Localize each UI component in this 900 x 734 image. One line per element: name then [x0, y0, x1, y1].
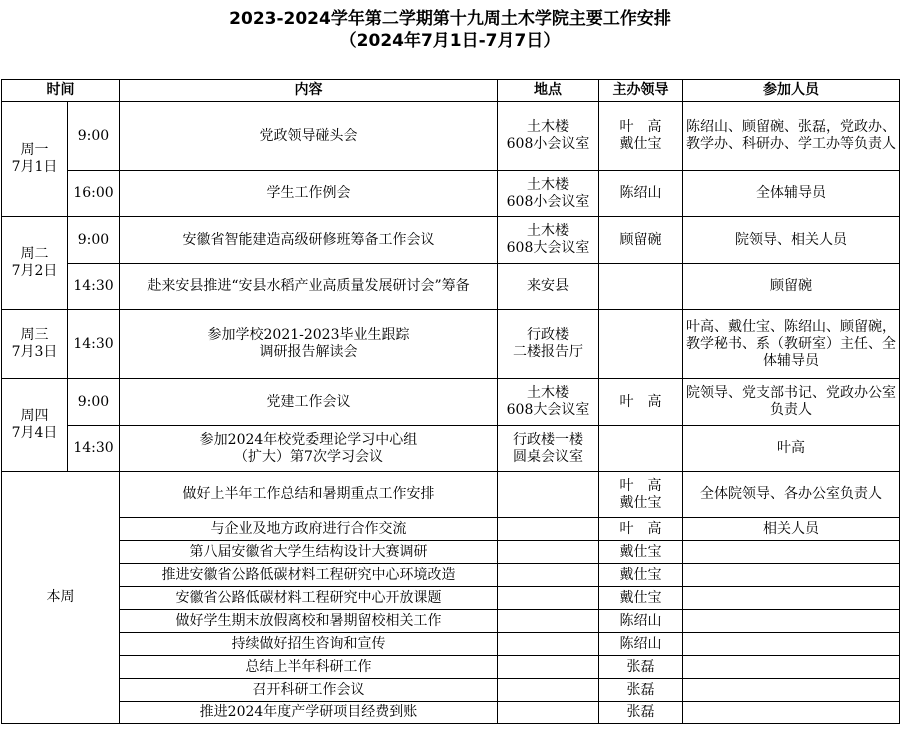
- table-row: [2, 217, 900, 264]
- place-cell: [498, 679, 599, 702]
- lead-cell: [599, 310, 683, 379]
- lead-cell: 张磊: [599, 702, 683, 724]
- table-row: [2, 472, 900, 518]
- lead-cell: 叶 高 戴仕宝: [599, 472, 683, 518]
- content-cell: 党政领导碰头会: [120, 102, 498, 171]
- header-lead: 主办领导: [599, 80, 683, 102]
- table-row: [2, 702, 900, 724]
- place-cell: [498, 541, 599, 564]
- people-cell: [683, 564, 900, 587]
- table-row: [2, 564, 900, 587]
- place-cell: 来安县: [498, 264, 599, 310]
- time-cell: 9:00: [68, 379, 120, 426]
- table-row: [2, 264, 900, 310]
- place-cell: [498, 587, 599, 610]
- people-cell: [683, 610, 900, 633]
- table-row: [2, 310, 900, 379]
- people-cell: 全体辅导员: [683, 171, 900, 217]
- lead-cell: [599, 426, 683, 472]
- schedule-table: [1, 79, 900, 724]
- header-content: 内容: [120, 80, 498, 102]
- header-row: [2, 80, 900, 102]
- content-cell: 参加2024年校党委理论学习中心组 （扩大）第7次学习会议: [120, 426, 498, 472]
- people-cell: [683, 587, 900, 610]
- lead-cell: 叶 高 戴仕宝: [599, 102, 683, 171]
- content-cell: 持续做好招生咨询和宣传: [120, 633, 498, 656]
- lead-cell: 叶 高: [599, 518, 683, 541]
- content-cell: 党建工作会议: [120, 379, 498, 426]
- people-cell: [683, 679, 900, 702]
- people-cell: 顾留碗: [683, 264, 900, 310]
- table-row: [2, 587, 900, 610]
- people-cell: [683, 541, 900, 564]
- people-cell: [683, 656, 900, 679]
- lead-cell: [599, 264, 683, 310]
- page-title: 2023-2024学年第二学期第十九周土木学院主要工作安排: [229, 9, 671, 29]
- content-cell: 安徽省智能建造高级研修班筹备工作会议: [120, 217, 498, 264]
- lead-cell: 张磊: [599, 656, 683, 679]
- lead-cell: 戴仕宝: [599, 541, 683, 564]
- time-cell: 14:30: [68, 264, 120, 310]
- table-row: [2, 426, 900, 472]
- lead-cell: 张磊: [599, 679, 683, 702]
- table-row: [2, 102, 900, 171]
- time-cell: 9:00: [68, 217, 120, 264]
- content-cell: 推进2024年度产学研项目经费到账: [120, 702, 498, 724]
- people-cell: [683, 633, 900, 656]
- table-row: [2, 379, 900, 426]
- table-row: [2, 610, 900, 633]
- place-cell: 土木楼 608小会议室: [498, 102, 599, 171]
- people-cell: 院领导、党支部书记、党政办公室负责人: [683, 379, 900, 426]
- lead-cell: 戴仕宝: [599, 587, 683, 610]
- content-cell: 做好上半年工作总结和暑期重点工作安排: [120, 472, 498, 518]
- place-cell: 土木楼 608大会议室: [498, 217, 599, 264]
- lead-cell: 戴仕宝: [599, 564, 683, 587]
- table-row: [2, 656, 900, 679]
- content-cell: 与企业及地方政府进行合作交流: [120, 518, 498, 541]
- table-row: [2, 171, 900, 217]
- content-cell: 赴来安县推进“安县水稻产业高质量发展研讨会”筹备: [120, 264, 498, 310]
- lead-cell: 陈绍山: [599, 171, 683, 217]
- content-cell: 总结上半年科研工作: [120, 656, 498, 679]
- header-place: 地点: [498, 80, 599, 102]
- day-label: 周三 7月3日: [2, 310, 68, 379]
- lead-cell: 顾留碗: [599, 217, 683, 264]
- time-cell: 14:30: [68, 426, 120, 472]
- place-cell: [498, 610, 599, 633]
- place-cell: 土木楼 608小会议室: [498, 171, 599, 217]
- place-cell: 土木楼 608大会议室: [498, 379, 599, 426]
- time-cell: 9:00: [68, 102, 120, 171]
- people-cell: 陈绍山、顾留碗、张磊，党政办、教学办、科研办、学工办等负责人: [683, 102, 900, 171]
- place-cell: [498, 472, 599, 518]
- time-cell: 14:30: [68, 310, 120, 379]
- people-cell: 院领导、相关人员: [683, 217, 900, 264]
- place-cell: [498, 656, 599, 679]
- people-cell: 相关人员: [683, 518, 900, 541]
- people-cell: 全体院领导、各办公室负责人: [683, 472, 900, 518]
- table-row: [2, 633, 900, 656]
- table-row: [2, 679, 900, 702]
- people-cell: 叶高: [683, 426, 900, 472]
- lead-cell: 陈绍山: [599, 633, 683, 656]
- day-label: 周一 7月1日: [2, 102, 68, 217]
- content-cell: 第八届安徽省大学生结构设计大赛调研: [120, 541, 498, 564]
- table-row: [2, 541, 900, 564]
- page-subtitle: （2024年7月1日-7月7日）: [339, 31, 561, 51]
- header-people: 参加人员: [683, 80, 900, 102]
- day-label: 周二 7月2日: [2, 217, 68, 310]
- place-cell: 行政楼 二楼报告厅: [498, 310, 599, 379]
- place-cell: [498, 702, 599, 724]
- table-row: [2, 518, 900, 541]
- time-cell: 16:00: [68, 171, 120, 217]
- header-time: 时间: [2, 80, 120, 102]
- people-cell: 叶高、戴仕宝、陈绍山、顾留碗，教学秘书、系（教研室）主任、全体辅导员: [683, 310, 900, 379]
- content-cell: 做好学生期末放假离校和暑期留校相关工作: [120, 610, 498, 633]
- content-cell: 召开科研工作会议: [120, 679, 498, 702]
- content-cell: 参加学校2021-2023毕业生跟踪 调研报告解读会: [120, 310, 498, 379]
- content-cell: 推进安徽省公路低碳材料工程研究中心环境改造: [120, 564, 498, 587]
- day-label: 周四 7月4日: [2, 379, 68, 472]
- place-cell: [498, 518, 599, 541]
- lead-cell: 陈绍山: [599, 610, 683, 633]
- people-cell: [683, 702, 900, 724]
- place-cell: [498, 564, 599, 587]
- lead-cell: 叶 高: [599, 379, 683, 426]
- content-cell: 安徽省公路低碳材料工程研究中心开放课题: [120, 587, 498, 610]
- place-cell: 行政楼一楼 圆桌会议室: [498, 426, 599, 472]
- week-label: 本周: [2, 472, 120, 724]
- content-cell: 学生工作例会: [120, 171, 498, 217]
- place-cell: [498, 633, 599, 656]
